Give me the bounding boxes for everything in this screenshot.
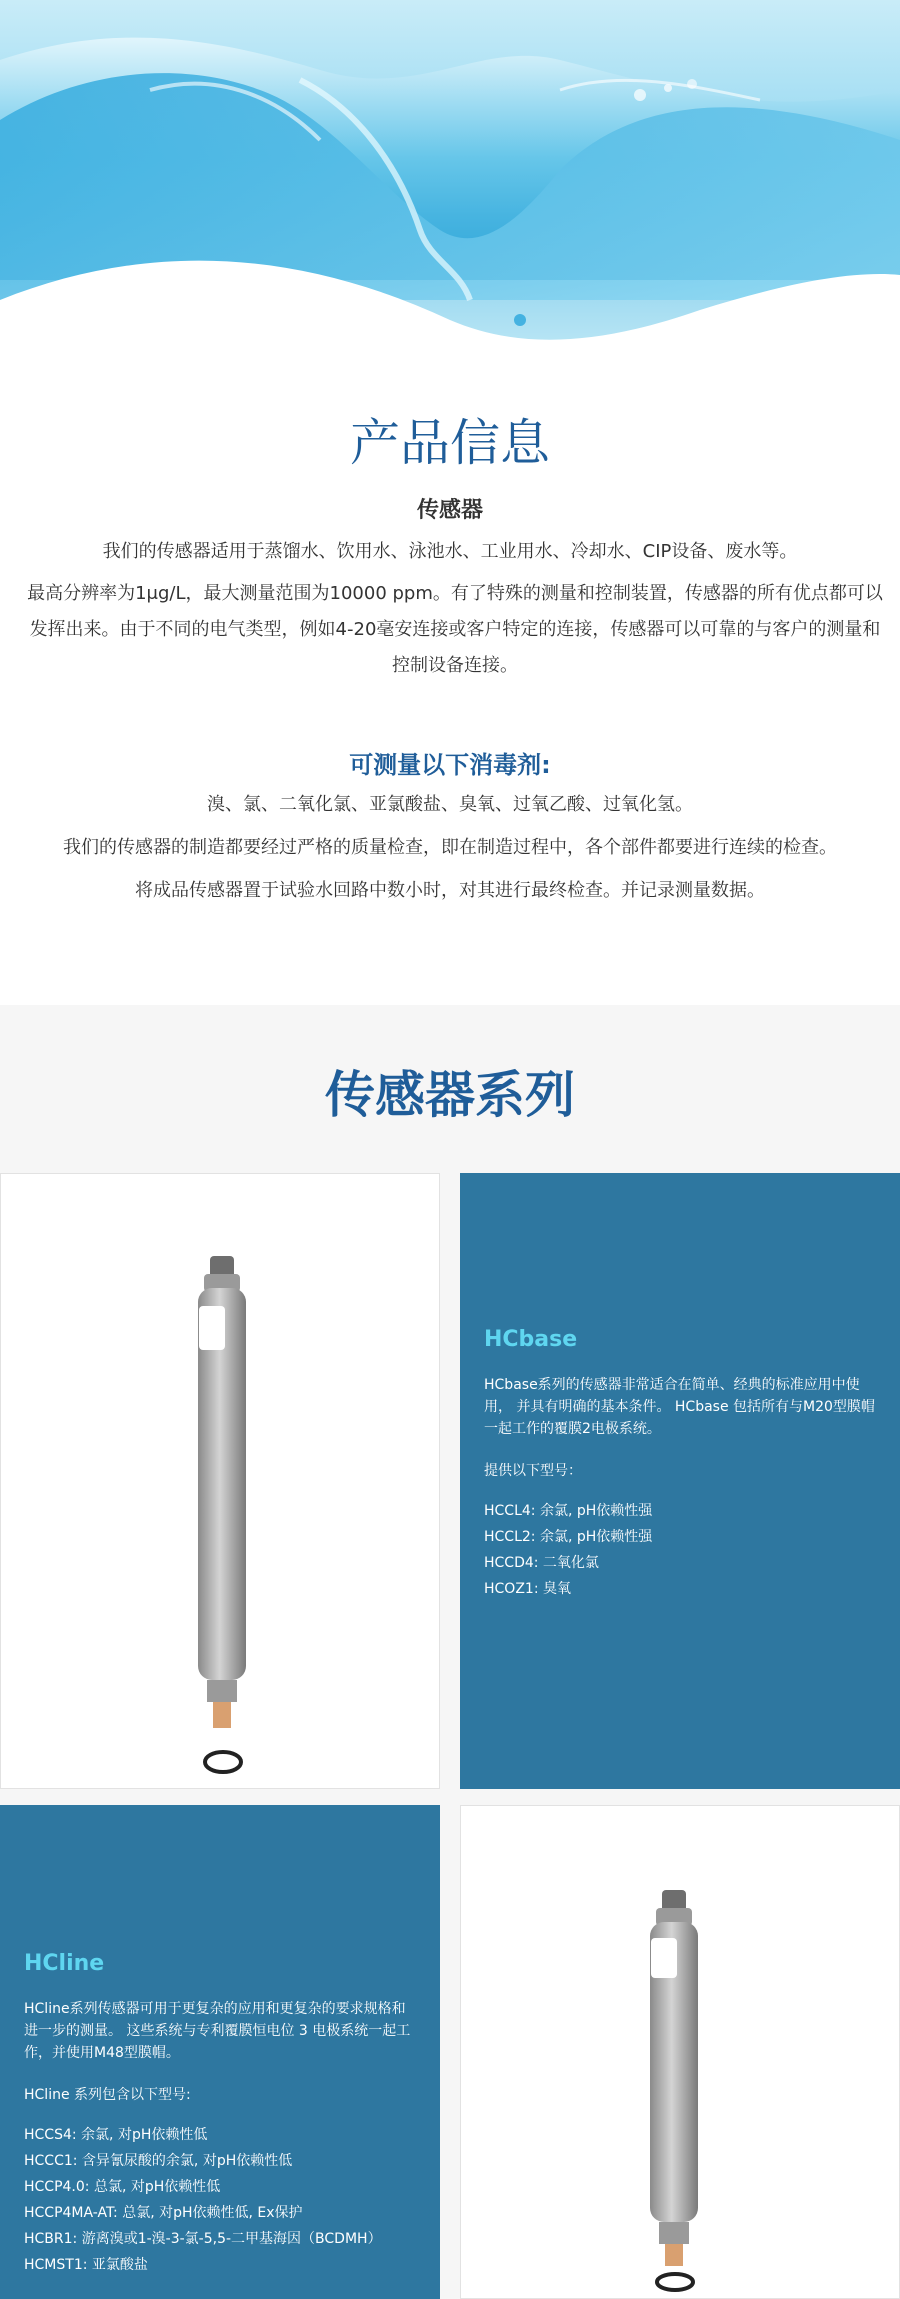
hcbase-description: HCbase系列的传感器非常适合在简单、经典的标准应用中使用， 并具有明确的基本条件。 HCbase 包括所有与M20型膜帽一起工作的覆膜2电极系统。 [484, 1377, 875, 1437]
details-paragraph: 最高分辨率为1μg/L，最大测量范围为10000 ppm。有了特殊的测量和控制装置，传感器的所有优点都可以发挥出来。由于不同的电气类型，例如4-20毫安连接或客户特定的连接，传感器可以可靠的与客户的测量和控制设备连接。 [27, 583, 883, 676]
sensor-image [1, 1174, 439, 1788]
hcbase-model-list [484, 1498, 876, 1602]
page-title: 产品信息 [350, 414, 550, 472]
product-info-section [0, 360, 900, 1005]
hcline-info-panel [0, 1805, 440, 2299]
series-title: 传感器系列 [325, 1066, 575, 1124]
list-item: HCMST1: 亚氯酸盐 [24, 2257, 148, 2273]
intro-paragraph: 我们的传感器适用于蒸馏水、饮用水、泳池水、工业用水、冷却水、CIP设备、废水等。 [102, 541, 798, 562]
hcbase-product-image [0, 1173, 440, 1789]
sensor-image [461, 1806, 899, 2298]
hcline-model-list [24, 2122, 416, 2278]
quality-paragraph: 我们的传感器的制造都要经过严格的质量检查，即在制造过程中，各个部件都要进行连续的检查。 [63, 837, 837, 858]
disinfectant-heading: 可测量以下消毒剂: [349, 751, 551, 779]
list-item: HCCC1: 含异氰尿酸的余氯, 对pH依赖性低 [24, 2153, 293, 2169]
list-item: HCCP4MA-AT: 总氯, 对pH依赖性低, Ex保护 [24, 2205, 303, 2221]
hcline-product-image [460, 1805, 900, 2299]
hcbase-info-panel [460, 1173, 900, 1789]
hcline-title: HCline [24, 1951, 105, 1976]
hero-banner [0, 0, 900, 360]
water-splash-image [0, 0, 900, 360]
list-item: HCCD4: 二氧化氯 [484, 1555, 599, 1571]
hcbase-title: HCbase [484, 1327, 578, 1352]
section-subtitle: 传感器 [416, 498, 483, 523]
list-item: HCCP4.0: 总氯, 对pH依赖性低 [24, 2179, 221, 2195]
hcline-list-title: HCline 系列包含以下型号: [24, 2087, 191, 2103]
sensor-series-section [0, 1005, 900, 2299]
list-item: HCOZ1: 臭氧 [484, 1581, 571, 1597]
hcbase-list-title: 提供以下型号： [484, 1463, 582, 1479]
list-item: HCBR1: 游离溴或1-溴-3-氯-5,5-二甲基海因（BCDMH） [24, 2231, 382, 2247]
list-item: HCCL4: 余氯, pH依赖性强 [484, 1503, 653, 1519]
hcline-description: HCline系列传感器可用于更复杂的应用和更复杂的要求规格和进一步的测量。 这些系统与专利覆膜恒电位 3 电极系统一起工作，并使用M48型膜帽。 [24, 2001, 411, 2061]
list-item: HCCS4: 余氯, 对pH依赖性低 [24, 2127, 208, 2143]
testing-paragraph: 将成品传感器置于试验水回路中数小时，对其进行最终检查。并记录测量数据。 [135, 880, 765, 901]
list-item: HCCL2: 余氯, pH依赖性强 [484, 1529, 653, 1545]
disinfectant-list: 溴、氯、二氧化氯、亚氯酸盐、臭氧、过氧乙酸、过氧化氢。 [207, 794, 693, 815]
